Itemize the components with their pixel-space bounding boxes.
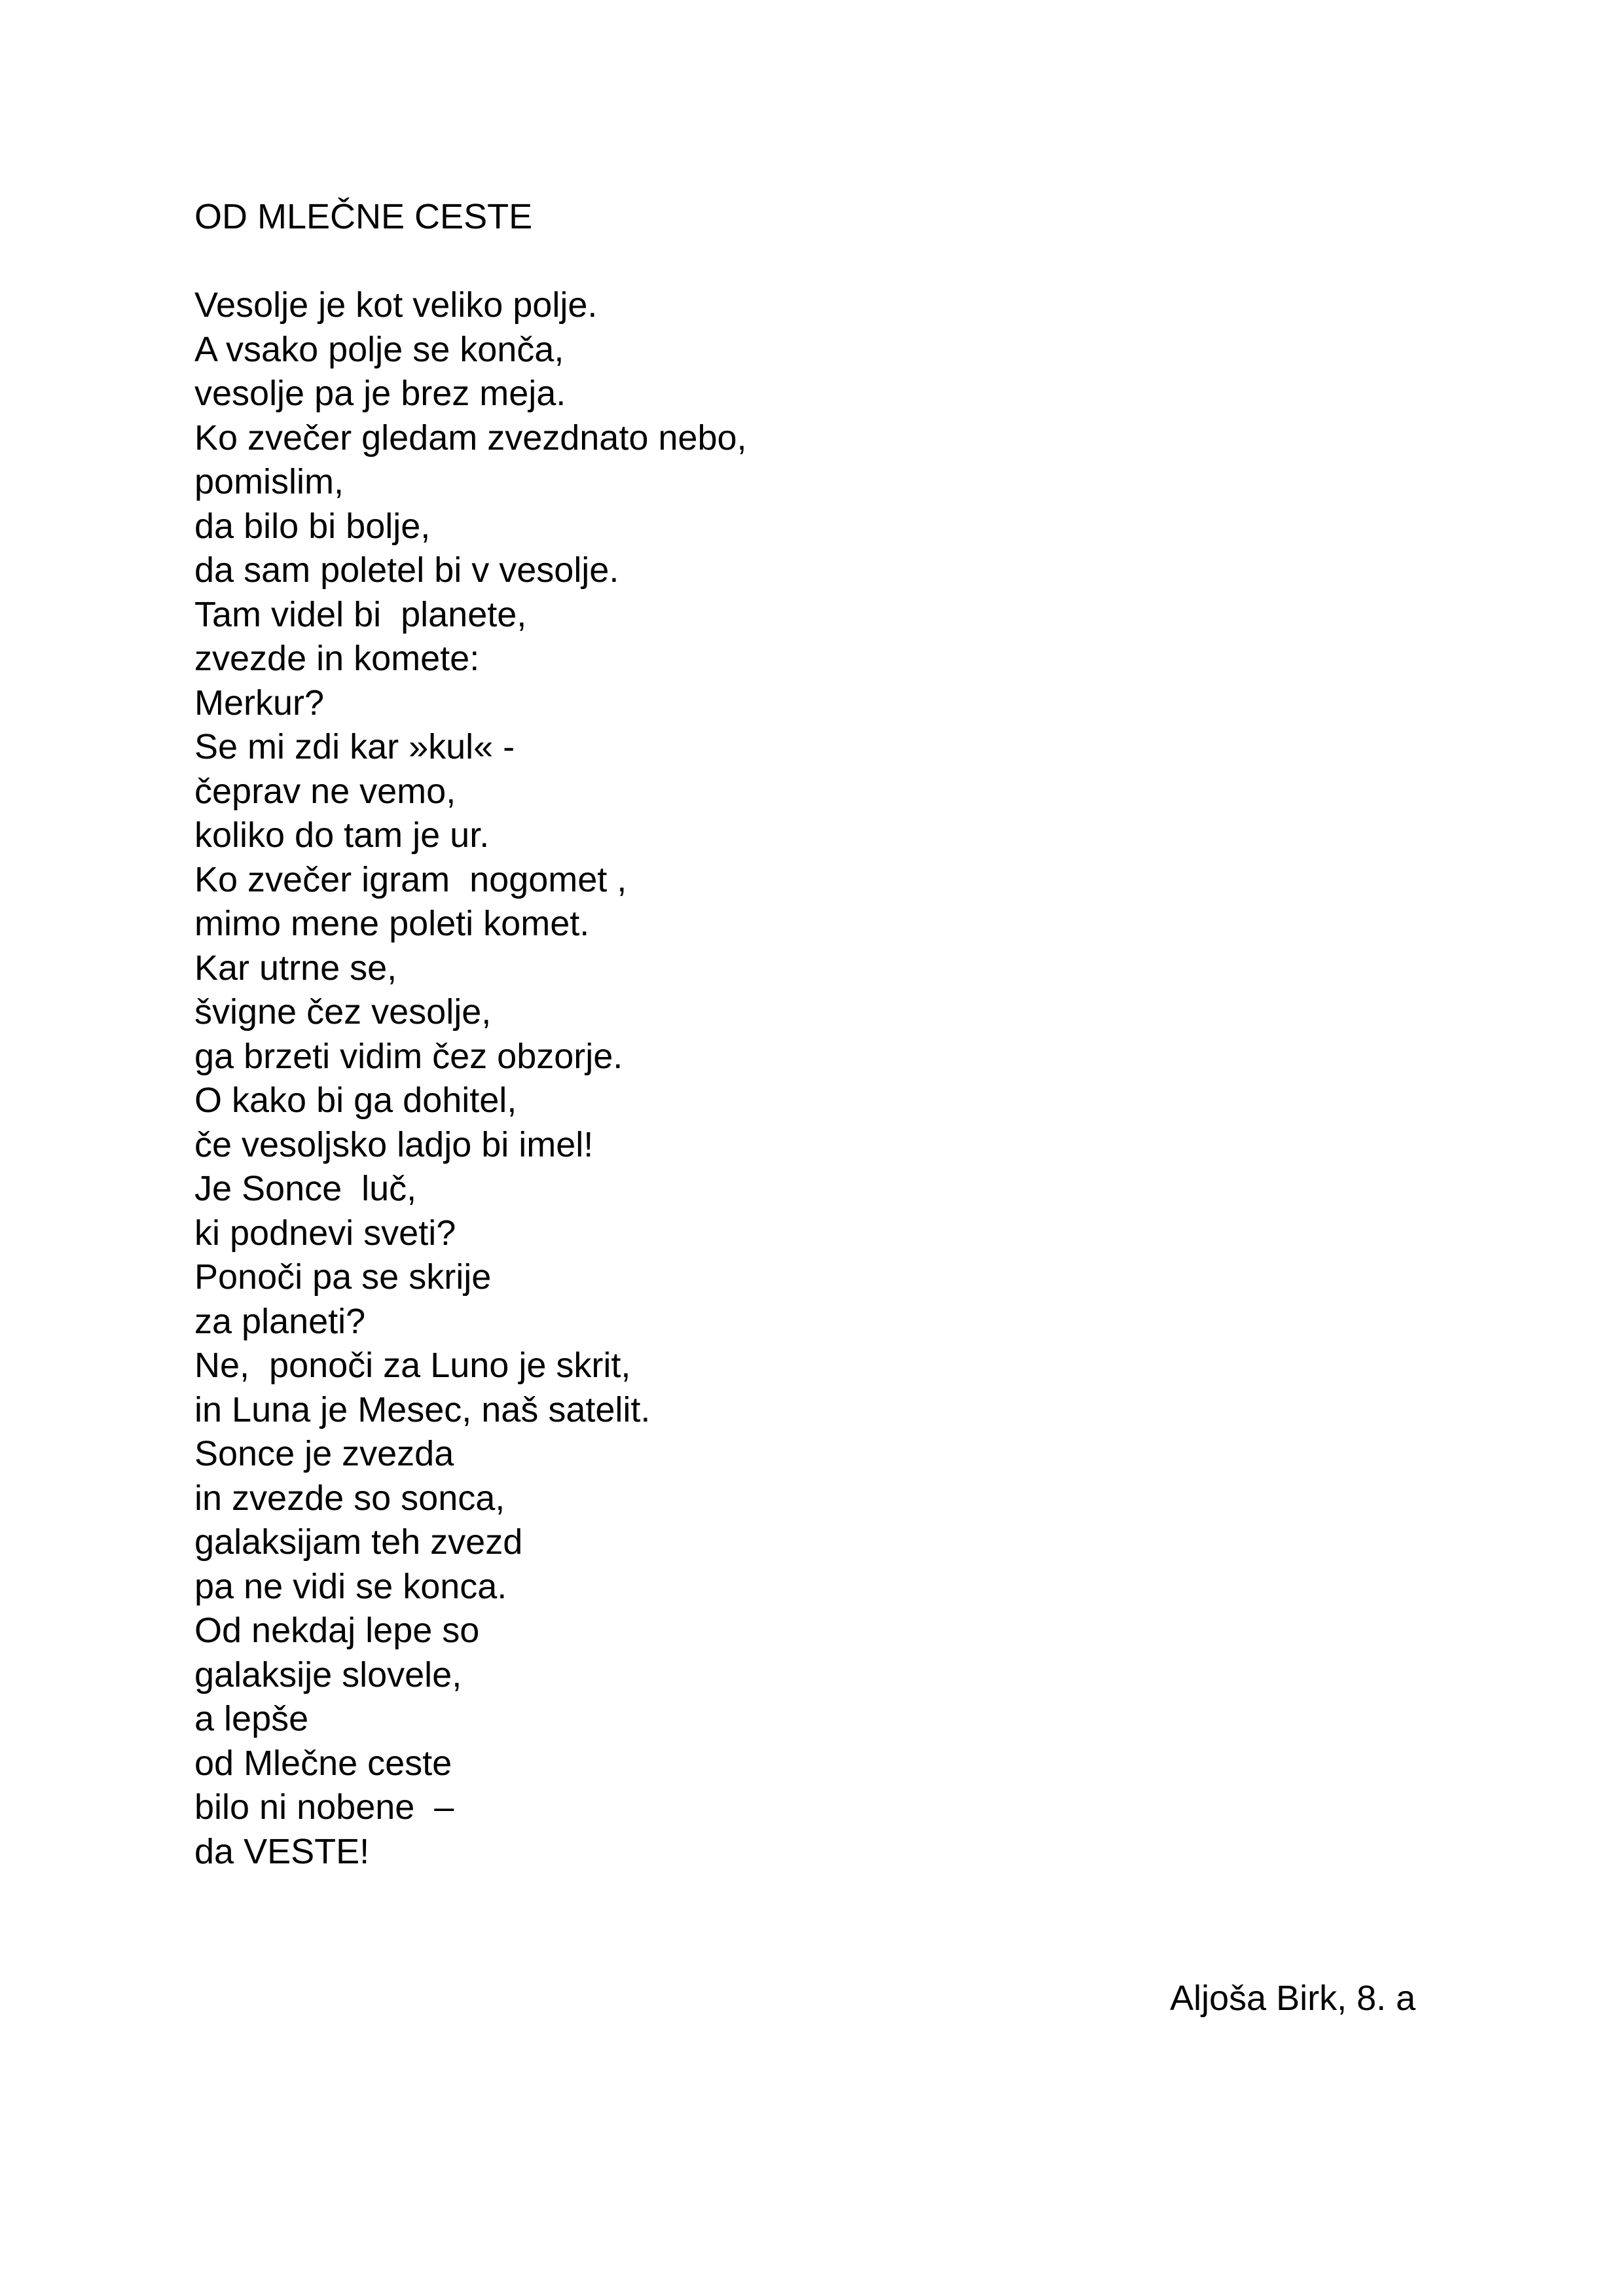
- poem-line: galaksijam teh zvezd: [194, 1522, 523, 1562]
- poem-line: in Luna je Mesec, naš satelit.: [194, 1390, 651, 1429]
- poem-line: da VESTE!: [194, 1831, 370, 1871]
- poem-line: da sam poletel bi v vesolje.: [194, 550, 619, 590]
- poem-line: za planeti?: [194, 1301, 366, 1341]
- poem-line: Vesolje je kot veliko polje.: [194, 285, 598, 325]
- poem-line: da bilo bi bolje,: [194, 506, 431, 546]
- poem-title: OD MLEČNE CESTE: [194, 197, 533, 236]
- poem-line: Merkur?: [194, 683, 325, 723]
- poem-line: galaksije slovele,: [194, 1655, 462, 1695]
- poem-line: Od nekdaj lepe so: [194, 1611, 480, 1650]
- poem-line: pa ne vidi se konca.: [194, 1566, 507, 1606]
- poem-line: Ponoči pa se skrije: [194, 1257, 492, 1297]
- poem-line: ga brzeti vidim čez obzorje.: [194, 1036, 623, 1076]
- poem-line: Ne, ponoči za Luno je skrit,: [194, 1346, 631, 1385]
- poem-line: A vsako polje se konča,: [194, 329, 564, 369]
- poem-line: Tam videl bi planete,: [194, 594, 527, 634]
- poem-line: mimo mene poleti komet.: [194, 904, 590, 943]
- poem-line: Se mi zdi kar »kul« -: [194, 727, 515, 766]
- poem-line: vesolje pa je brez meja.: [194, 374, 566, 413]
- poem-line: zvezde in komete:: [194, 639, 480, 678]
- poem-line: švigne čez vesolje,: [194, 992, 492, 1031]
- poem-line: Ko zvečer igram nogomet ,: [194, 859, 627, 899]
- poem-line: od Mlečne ceste: [194, 1743, 452, 1783]
- poem-line: bilo ni nobene –: [194, 1787, 454, 1827]
- poem-line: Kar utrne se,: [194, 948, 397, 988]
- poem-line: koliko do tam je ur.: [194, 816, 490, 855]
- poem-line: če vesoljsko ladjo bi imel!: [194, 1124, 594, 1164]
- poem-line: in zvezde so sonca,: [194, 1478, 505, 1518]
- author-signature: Aljoša Birk, 8. a: [1170, 1979, 1416, 2018]
- poem-line: pomislim,: [194, 462, 344, 501]
- poem-line: Je Sonce luč,: [194, 1169, 417, 1208]
- poem-line: Sonce je zvezda: [194, 1434, 454, 1473]
- poem-line: a lepše: [194, 1699, 309, 1738]
- poem-line: čeprav ne vemo,: [194, 771, 456, 811]
- poem-line: ki podnevi sveti?: [194, 1213, 456, 1253]
- poem-line: Ko zvečer gledam zvezdnato nebo,: [194, 418, 747, 457]
- poem-body: [194, 283, 747, 1874]
- poem-line: O kako bi ga dohitel,: [194, 1081, 517, 1120]
